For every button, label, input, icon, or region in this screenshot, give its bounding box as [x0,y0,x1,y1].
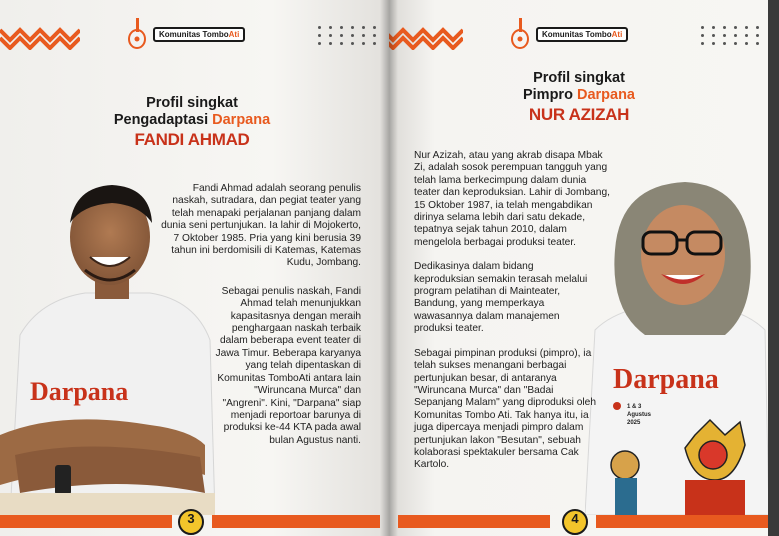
left-title-accent: Darpana [212,111,271,128]
right-body-text [414,150,610,484]
left-body-text [158,183,361,459]
left-footer-bar-left [0,515,172,528]
dot-grid-decoration [318,26,378,45]
logo-text: Komunitas TomboAti [153,27,245,42]
left-page [0,0,389,536]
left-footer-bar-right [212,515,380,528]
chevron-pattern-icon [0,24,80,50]
left-person-name: FANDI AHMAD [134,130,250,149]
right-title-role: Pimpro [522,86,577,103]
right-paragraph-2: Dedikasinya dalam bidang keproduksian semakin terasah melalui program pelatihan di Mainteater, Bandung, yang memperkaya wawasannya dalam manajemen produksi teater. [414,261,588,335]
guitar-icon [126,17,148,51]
scan-edge [768,0,779,536]
right-person-name: NUR AZIZAH [528,105,630,124]
dot-grid-decoration [701,26,761,45]
book-gutter-shadow [380,0,398,536]
left-page-number: 3 [178,509,204,535]
left-title-line1: Profil singkat [146,95,238,111]
shirt-date-line1: 1 & 3 [627,404,642,410]
left-title [92,95,292,128]
right-paragraph-1: Nur Azizah, atau yang akrab disapa Mbak Zi, adalah sosok perempuan tangguh yang telah lama berkecimpung dalam dunia teater dan keproduksian. Lahir di Jombang, 15 Oktober 1987, ia telah mengabdikan dirinya selama lebih dari satu dekade, tepatnya sejak tahun 2010, dalam mengelola berbagai produksi teater. [414,150,610,248]
brand-logo [126,17,245,51]
right-title-line1: Profil singkat [533,70,625,86]
left-shirt-print: Darpana [30,377,129,406]
right-paragraph-3: Sebagai pimpinan produksi (pimpro), ia telah sukses menangani berbagai pertunjukan besar, di antaranya "Wiruncana Murca" dan "Badai Sepanjang Malam" yang diproduksi oleh Komunitas Tombo Ati. Tak hanya itu, ia juga dipercaya menjadi pimpro dalam pertunjukan lakon "Besutan", sebuah kolaborasi spektakuler bersama Cak Kartolo. [414,347,597,471]
left-paragraph-1: Fandi Ahmad adalah seorang penulis naskah, sutradara, dan pegiat teater yang telah menapaki perjalanan panjang dalam dunia seni pertunjukan. Ia lahir di Mojokerto, 7 Oktober 1985. Pria yang kini berusia 39 tahun ini berdomisili di Katemas, Katemas Kudu, Jombang. [161,183,361,269]
left-paragraph-2: Sebagai penulis naskah, Fandi Ahmad telah menunjukkan kapasitasnya dengan meraih penghargaan naskah terbaik dalam beberapa event teater di Jawa Timur. Beberapa karyanya yang telah dipentaskan di Komunitas TomboAti antara lain "Wiruncana Murca" dan "Angreni". Kini, "Darpana" siap menjadi reportoar barunya di produksi ke-44 KTA pada awal bulan Agustus nanti. [215,285,361,446]
shirt-date-line2: Agustus [627,412,651,418]
right-footer-bar-left [398,515,550,528]
right-page [389,0,769,536]
guitar-icon [509,17,531,51]
left-title-role: Pengadaptasi [113,111,213,128]
right-title-accent: Darpana [576,86,635,103]
logo-text: Komunitas TomboAti [536,27,628,42]
right-page-number: 4 [562,509,588,535]
chevron-pattern-icon [389,24,463,50]
right-shirt-print: Darpana [613,364,719,395]
shirt-date-line3: 2025 [627,420,641,426]
right-footer-bar-right [596,515,769,528]
right-title [479,70,679,103]
brand-logo [509,17,628,51]
